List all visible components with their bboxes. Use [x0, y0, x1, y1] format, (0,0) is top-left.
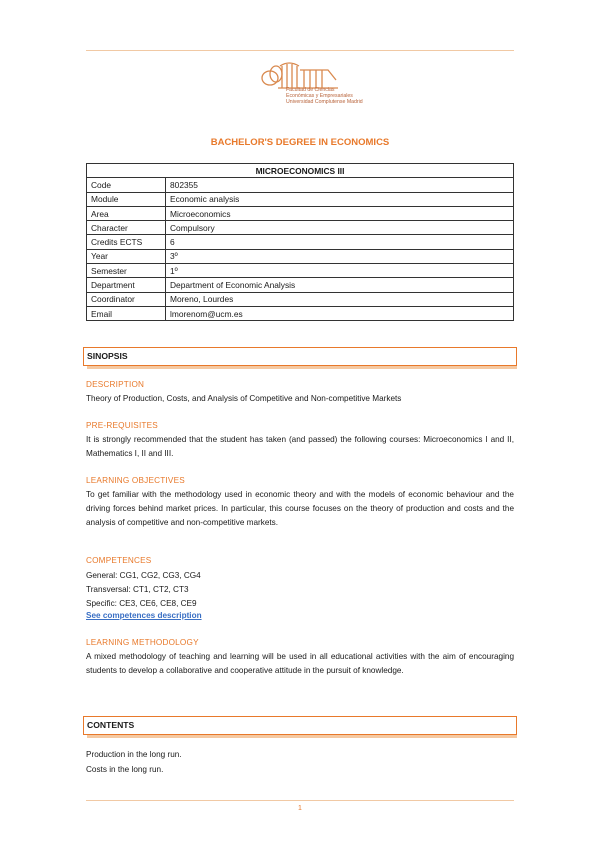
degree-title: BACHELOR'S DEGREE IN ECONOMICS: [210, 137, 390, 148]
description-text: Theory of Production, Costs, and Analysis of Competitive and Non-competitive Markets: [86, 394, 402, 403]
row-label: Credits ECTS: [87, 235, 166, 249]
row-value: lmorenom@ucm.es: [166, 306, 514, 320]
row-value: Microeconomics: [166, 206, 514, 220]
faculty-name: [286, 87, 363, 105]
contents-item: Production in the long run.: [86, 750, 182, 759]
table-row: [87, 192, 514, 206]
row-label: Module: [87, 192, 166, 206]
row-label: Semester: [87, 264, 166, 278]
methodology-heading: LEARNING METHODOLOGY: [86, 638, 199, 647]
page-number: 1: [298, 805, 302, 812]
sinopsis-section-header: [83, 347, 517, 366]
row-value: Department of Economic Analysis: [166, 278, 514, 292]
competences-description-link[interactable]: See competences description: [86, 611, 202, 620]
row-label: Area: [87, 206, 166, 220]
logo-line-2: Económicas y Empresariales: [286, 93, 353, 99]
table-row: [87, 221, 514, 235]
table-row: [87, 278, 514, 292]
row-value: 6: [166, 235, 514, 249]
description-heading: DESCRIPTION: [86, 380, 145, 389]
competences-specific: Specific: CE3, CE6, CE8, CE9: [86, 599, 197, 608]
row-value: 1º: [166, 264, 514, 278]
course-info-table: [86, 163, 514, 321]
row-value: Economic analysis: [166, 192, 514, 206]
competences-transversal: Transversal: CT1, CT2, CT3: [86, 585, 189, 594]
table-row: [87, 306, 514, 320]
contents-heading: CONTENTS: [87, 720, 135, 730]
sinopsis-heading: SINOPSIS: [87, 351, 128, 361]
header-rule: [86, 50, 514, 51]
prerequisites-heading: PRE-REQUISITES: [86, 421, 158, 430]
table-row: [87, 178, 514, 192]
row-value: Moreno, Lourdes: [166, 292, 514, 306]
contents-item: Costs in the long run.: [86, 765, 164, 774]
row-label: Year: [87, 249, 166, 263]
table-row: [87, 235, 514, 249]
course-title: MICROECONOMICS III: [87, 164, 514, 178]
methodology-text: A mixed methodology of teaching and learning will be used in all educational activities with the aim of encouraging students to develop a collaborative and cooperative attitude in the pursuit of knowledge.: [86, 652, 514, 675]
prerequisites-text: It is strongly recommended that the student has taken (and passed) the following courses: Microeconomics I and II, Mathematics I, II and III.: [86, 435, 514, 458]
table-row: [87, 264, 514, 278]
contents-section-header: [83, 716, 517, 735]
footer-rule: [86, 800, 514, 801]
table-row: [87, 249, 514, 263]
table-row: [87, 292, 514, 306]
section-underline: [87, 366, 517, 369]
competences-general: General: CG1, CG2, CG3, CG4: [86, 571, 201, 580]
section-underline: [87, 735, 517, 738]
logo-line-3: Universidad Complutense Madrid: [286, 99, 363, 105]
table-header-row: [87, 164, 514, 178]
row-value: 802355: [166, 178, 514, 192]
row-label: Character: [87, 221, 166, 235]
row-label: Code: [87, 178, 166, 192]
logo-line-1: Facultad de Ciencias: [286, 87, 335, 93]
competences-heading: COMPETENCES: [86, 556, 152, 565]
row-value: 3º: [166, 249, 514, 263]
row-label: Email: [87, 306, 166, 320]
row-label: Coordinator: [87, 292, 166, 306]
row-value: Compulsory: [166, 221, 514, 235]
table-row: [87, 206, 514, 220]
objectives-text: To get familiar with the methodology used in economic theory and with the models of economic behaviour and the driving forces behind market prices. In particular, this course focuses on the theory of production and costs and the analysis of competitive and non-competitive markets.: [86, 490, 514, 527]
objectives-heading: LEARNING OBJECTIVES: [86, 476, 185, 485]
row-label: Department: [87, 278, 166, 292]
